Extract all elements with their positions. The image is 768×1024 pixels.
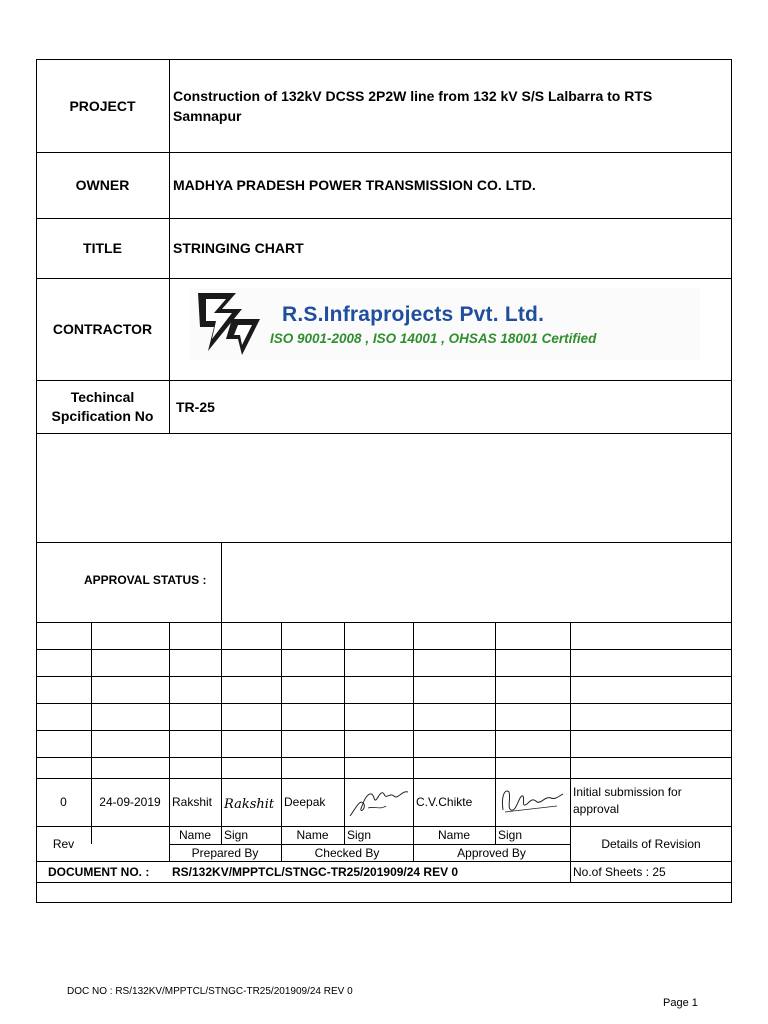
grid-row-line <box>36 882 732 883</box>
project-value-line2: Samnapur <box>173 108 242 124</box>
details-header: Details of Revision <box>601 836 701 851</box>
checked-by-header: Checked By <box>314 845 380 860</box>
prepared-signature: Rakshit <box>224 796 275 812</box>
row-divider <box>36 542 732 543</box>
grid-col-line <box>344 622 345 844</box>
footer-doc-no: DOC NO : RS/132KV/MPPTCL/STNGC-TR25/201909/24 REV 0 <box>67 986 353 997</box>
prepared-by-header: Prepared By <box>191 845 259 860</box>
grid-row-line <box>36 676 732 677</box>
row-divider <box>36 433 732 434</box>
approved-name: C.V.Chikte <box>416 795 473 809</box>
approval-divider <box>221 542 222 622</box>
tech-spec-label <box>36 380 169 433</box>
document-no-label: DOCUMENT NO. : <box>48 864 150 879</box>
project-value <box>173 86 728 126</box>
prepared-name-header: Name <box>178 828 211 842</box>
grid-col-line <box>221 622 222 844</box>
revision-details-line1: Initial submission for <box>573 785 682 799</box>
title-value: STRINGING CHART <box>173 240 304 256</box>
revision-details-line2: approval <box>573 802 620 816</box>
grid-col-line <box>495 622 496 844</box>
contractor-logo <box>190 288 700 360</box>
prepared-sign-header: Sign <box>224 828 249 842</box>
revision-details <box>573 784 729 818</box>
row-divider <box>36 622 732 623</box>
contractor-certifications: ISO 9001-2008 , ISO 14001 , OHSAS 18001 Certified <box>270 330 597 346</box>
owner-label: OWNER <box>75 177 130 193</box>
rs-logo-icon <box>192 289 264 359</box>
grid-row-line <box>36 649 732 650</box>
rev-number: 0 <box>60 795 67 809</box>
tech-spec-label-line2: Spcification No <box>51 407 154 424</box>
approved-name-header: Name <box>437 828 470 842</box>
checked-signature-icon <box>346 780 412 824</box>
approved-by-header: Approved By <box>457 845 526 860</box>
approved-sign-header: Sign <box>498 828 523 842</box>
contractor-company-name: R.S.Infraprojects Pvt. Ltd. <box>282 302 545 326</box>
approved-signature-icon <box>497 782 567 822</box>
label-column-divider <box>169 59 170 433</box>
document-number: RS/132KV/MPPTCL/STNGC-TR25/201909/24 REV 0 <box>172 864 459 879</box>
approval-status-label: APPROVAL STATUS : <box>84 573 207 587</box>
rev-header: Rev <box>52 836 75 851</box>
contractor-label: CONTRACTOR <box>52 321 153 337</box>
checked-name: Deepak <box>284 795 326 809</box>
project-value-line1: Construction of 132kV DCSS 2P2W line from 132 kV S/S Lalbarra to RTS <box>173 88 653 104</box>
title-label: TITLE <box>83 240 122 256</box>
owner-value: MADHYA PRADESH POWER TRANSMISSION CO. LTD. <box>173 177 536 193</box>
prepared-name: Rakshit <box>172 795 213 809</box>
footer-page-number: Page 1 <box>663 997 698 1009</box>
grid-row-line <box>36 730 732 731</box>
project-label: PROJECT <box>69 97 136 114</box>
tech-spec-value: TR-25 <box>176 398 215 415</box>
sheet-count: No.of Sheets : 25 <box>573 864 666 879</box>
checked-name-header: Name <box>296 828 329 842</box>
checked-sign-header: Sign <box>347 828 372 842</box>
tech-spec-label-line1: Techincal <box>70 388 135 405</box>
grid-row-line <box>36 757 732 758</box>
rev-date: 24-09-2019 <box>99 795 161 809</box>
grid-row-line <box>36 703 732 704</box>
